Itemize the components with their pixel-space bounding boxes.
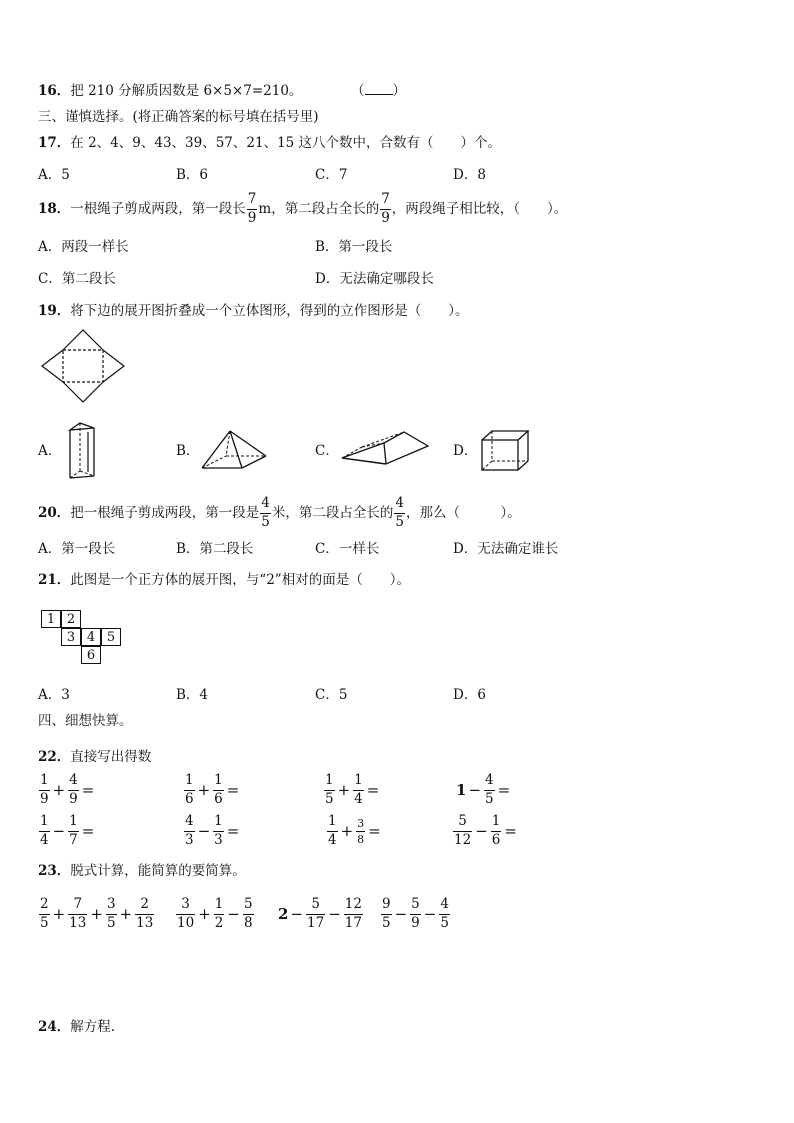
fraction: $\frac{1}{5}$ <box>325 772 334 807</box>
net-cell: 5 <box>101 628 121 646</box>
option-label: C． <box>38 271 62 287</box>
question-text: ，两段绳子相比较，（ ）。 <box>391 201 568 217</box>
option-label: C． <box>315 541 339 557</box>
option-b[interactable] <box>176 686 208 704</box>
option-value: 5 <box>61 167 70 183</box>
option-label: D． <box>453 687 478 703</box>
option-label: A． <box>38 239 62 255</box>
option-value: 第二段长 <box>199 541 254 557</box>
fraction: $\frac{5}{9}$ <box>411 896 420 931</box>
option-a[interactable] <box>38 166 70 184</box>
mental-math-item: $\frac{1}{6}$ + $\frac{1}{6}$ = <box>185 772 240 807</box>
fraction: $\frac{4}{5}$ <box>395 495 404 530</box>
fraction: $\frac{5}{17}$ <box>307 896 325 931</box>
question-16 <box>38 82 406 100</box>
question-number: 23． <box>38 863 71 879</box>
option-value: 5 <box>338 687 348 703</box>
answer-paren-open: （ <box>351 83 365 99</box>
question-text: 在 2、4、9、43、39、57、21、15 这八个数中，合数有（ ）个。 <box>70 135 502 151</box>
option-c[interactable] <box>315 540 379 558</box>
calc-expression-4: $\frac{9}{5}$ − $\frac{5}{9}$ − $\frac{4}{5}$ <box>382 896 449 931</box>
fraction: $\frac{1}{9}$ <box>40 772 49 807</box>
mental-math-item: $\frac{5}{12}$ − $\frac{1}{6}$ = <box>454 813 517 848</box>
fraction: $\frac{1}{4}$ <box>354 772 363 807</box>
option-label: C． <box>315 443 339 459</box>
question-number: 21． <box>38 572 71 588</box>
fraction: $\frac{5}{12}$ <box>454 813 472 848</box>
fraction: $\frac{7}{13}$ <box>69 896 87 931</box>
option-value: 第二段长 <box>61 271 116 287</box>
answer-blank[interactable] <box>365 82 393 95</box>
question-number: 18． <box>38 201 71 217</box>
mental-math-item: $\frac{4}{3}$ − $\frac{1}{3}$ = <box>185 813 240 848</box>
fraction: $\frac{7}{9}$ <box>247 191 257 226</box>
option-label: B． <box>176 167 200 183</box>
option-d[interactable] <box>453 686 486 704</box>
mental-math-item: $\frac{1}{4}$ − $\frac{1}{7}$ = <box>40 813 95 848</box>
option-label: D． <box>453 443 478 459</box>
section-4-title: 四、细想快算。 <box>38 713 133 729</box>
question-text: 把一根绳子剪成两段，第一段是 <box>70 505 260 521</box>
question-19 <box>38 302 469 320</box>
mental-math-item: $\frac{1}{5}$ + $\frac{1}{4}$ = <box>325 772 380 807</box>
question-number: 17． <box>38 135 71 151</box>
square-pyramid-shape <box>198 428 270 472</box>
question-text: 将下边的展开图折叠成一个立体图形，得到的立作图形是（ ）。 <box>70 303 469 319</box>
net-cell: 6 <box>81 646 101 664</box>
option-a[interactable] <box>38 442 61 460</box>
option-label: D． <box>315 271 340 287</box>
question-text: ，那么（ ）。 <box>405 505 521 521</box>
option-label: B． <box>176 687 200 703</box>
option-a[interactable] <box>38 686 70 704</box>
question-text: 脱式计算，能简算的要简算。 <box>70 863 246 879</box>
option-label: D． <box>453 541 478 557</box>
question-number: 22． <box>38 749 71 765</box>
fraction: $\frac{2}{13}$ <box>136 896 154 931</box>
option-d[interactable] <box>453 540 558 558</box>
option-b[interactable] <box>315 238 392 256</box>
question-24 <box>38 1018 115 1036</box>
fraction: $\frac{4}{5}$ <box>485 772 494 807</box>
option-d[interactable] <box>453 442 477 460</box>
option-value: 第一段长 <box>338 239 393 255</box>
option-d[interactable] <box>315 270 434 288</box>
question-text: 直接写出得数 <box>70 749 152 765</box>
option-label: A． <box>38 687 62 703</box>
fraction: $\frac{5}{8}$ <box>243 896 253 931</box>
fraction: $\frac{1}{6}$ <box>185 772 194 807</box>
option-value: 6 <box>477 687 486 703</box>
option-label: A． <box>38 443 62 459</box>
net-cell: 3 <box>61 628 81 646</box>
fraction: $\frac{4}{5}$ <box>440 896 449 931</box>
option-c[interactable] <box>38 270 116 288</box>
option-value: 两段一样长 <box>61 239 129 255</box>
option-value: 无法确定谁长 <box>477 541 559 557</box>
question-22 <box>38 748 151 766</box>
fraction: $\frac{9}{5}$ <box>382 896 391 931</box>
net-cell: 1 <box>41 610 61 628</box>
option-label: A． <box>38 541 62 557</box>
option-c[interactable] <box>315 166 347 184</box>
net-cell: 2 <box>61 610 81 628</box>
option-value: 一样长 <box>338 541 380 557</box>
question-text: 一根绳子剪成两段，第一段长 <box>70 201 246 217</box>
fraction: $\frac{1}{3}$ <box>214 813 223 848</box>
pyramid-net-figure <box>38 328 128 406</box>
question-23 <box>38 862 246 880</box>
cube-shape <box>478 428 532 472</box>
question-text: 此图是一个正方体的展开图，与“2”相对的面是（ ）。 <box>70 572 410 588</box>
option-label: A． <box>38 167 62 183</box>
question-18 <box>38 192 567 226</box>
option-value: 无法确定哪段长 <box>339 271 434 287</box>
option-label: B． <box>315 239 339 255</box>
triangular-prism-shape <box>64 420 104 482</box>
fraction: $\frac{4}{5}$ <box>261 495 270 530</box>
option-value: 7 <box>338 167 348 183</box>
question-number: 24． <box>38 1019 71 1035</box>
fraction: $\frac{7}{9}$ <box>381 191 390 226</box>
fraction: $\frac{1}{7}$ <box>69 813 78 848</box>
option-c[interactable] <box>315 686 347 704</box>
calc-expression-3: 2 − $\frac{5}{17}$ − $\frac{12}{17}$ <box>278 896 362 931</box>
option-value: 8 <box>477 167 486 183</box>
option-label: C． <box>315 687 339 703</box>
option-value: 4 <box>199 687 209 703</box>
mental-math-item: 1 − $\frac{4}{5}$ = <box>456 772 511 807</box>
option-c[interactable] <box>315 442 339 460</box>
question-17 <box>38 134 501 152</box>
question-21 <box>38 571 410 589</box>
option-a[interactable] <box>38 540 115 558</box>
question-text: 解方程. <box>70 1019 116 1035</box>
question-text: 把 210 分解质因数是 6×5×7=210。 <box>70 83 303 99</box>
question-number: 16． <box>38 83 71 99</box>
section-3-title: 三、谨慎选择。(将正确答案的标号填在括号里) <box>38 109 319 125</box>
calc-expression-1: $\frac{2}{5}$ + $\frac{7}{13}$ + $\frac{3}{5}$ + $\frac{2}{13}$ <box>40 896 154 931</box>
fraction: $\frac{2}{5}$ <box>40 896 49 931</box>
option-value: 3 <box>61 687 70 703</box>
fraction: $\frac{1}{6}$ <box>214 772 223 807</box>
fraction: $\frac{4}{9}$ <box>69 772 78 807</box>
option-label: B． <box>176 443 200 459</box>
option-value: 6 <box>199 167 209 183</box>
question-number: 20． <box>38 505 71 521</box>
question-number: 19． <box>38 303 71 319</box>
question-text: m，第二段占全长的 <box>258 201 380 217</box>
cube-net-diagram <box>41 610 131 666</box>
option-a[interactable] <box>38 238 129 256</box>
lying-prism-shape <box>338 428 432 470</box>
fraction: $\frac{12}{17}$ <box>344 896 362 931</box>
mental-math-item: $\frac{1}{4}$ + $\frac{3}{8}$ = <box>328 813 381 848</box>
option-label: D． <box>453 167 478 183</box>
fraction: $\frac{1}{6}$ <box>491 813 501 848</box>
calc-expression-2: $\frac{3}{10}$ + $\frac{1}{2}$ − $\frac{5}{8}$ <box>177 896 253 931</box>
answer-paren-close: ） <box>392 83 407 99</box>
fraction: $\frac{3}{10}$ <box>177 896 195 931</box>
option-value: 第一段长 <box>61 541 116 557</box>
question-20 <box>38 496 521 530</box>
option-b[interactable] <box>176 540 253 558</box>
fraction: $\frac{1}{2}$ <box>214 896 224 931</box>
fraction: $\frac{3}{8}$ <box>357 816 365 846</box>
option-b[interactable] <box>176 166 208 184</box>
fraction: $\frac{1}{4}$ <box>328 813 337 848</box>
net-cell: 4 <box>81 628 101 646</box>
fraction: $\frac{4}{3}$ <box>185 813 194 848</box>
fraction: $\frac{1}{4}$ <box>40 813 49 848</box>
option-label: B． <box>176 541 200 557</box>
mental-math-item: $\frac{1}{9}$ + $\frac{4}{9}$ = <box>40 772 95 807</box>
question-text: 米，第二段占全长的 <box>271 505 394 521</box>
option-label: C． <box>315 167 339 183</box>
fraction: $\frac{3}{5}$ <box>106 896 116 931</box>
option-b[interactable] <box>176 442 199 460</box>
option-d[interactable] <box>453 166 486 184</box>
